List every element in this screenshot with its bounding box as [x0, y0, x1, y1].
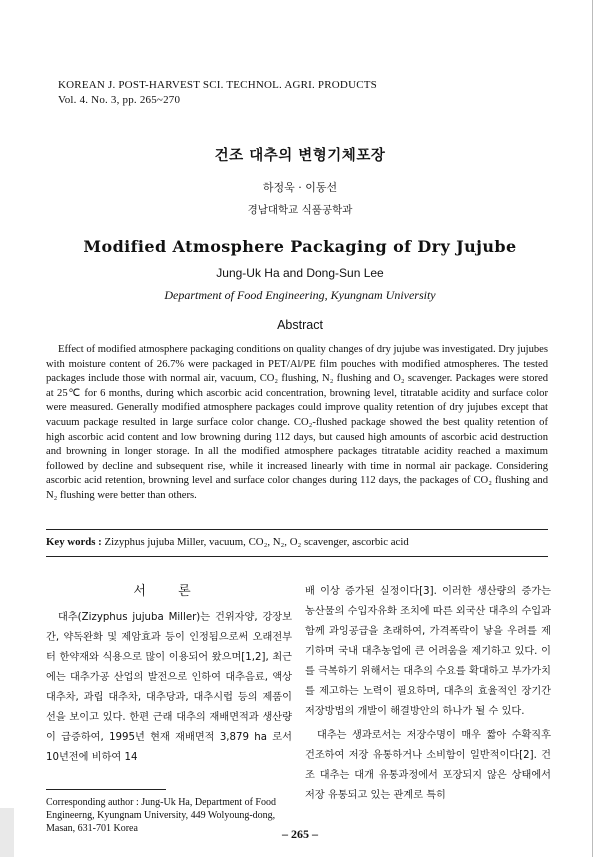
english-authors: Jung-Uk Ha and Dong-Sun Lee	[216, 266, 384, 280]
abstract-body	[46, 343, 548, 504]
left-column	[46, 608, 292, 768]
corresponding-author-footnote: Corresponding author : Jung-Uk Ha, Department of Food Engineerng, Kyungnam University, 449 Wolyoung-dong, Masan, 631-701 Korea	[46, 797, 276, 835]
left-column-paragraph: 대추(Zizyphus jujuba Miller)는 건위자양, 강장보간, 약독완화 및 제암효과 등이 인정됨으로써 오래전부터 한약재와 식용으로 많이 이용되어 왔으며[1,2], 최근에는 대추가공 산업의 발전으로 인하여 대추음료, 액상 대추차, 과립 대추차, 대추당과, 대추시럽 등의 제품이 선을 보이고 있다. 한편 근래 대추의 재배면적과 생산량이 급증하여, 1995년 현재 재배면적 3,879 ha 로서 10년전에 비하여 14	[46, 612, 292, 763]
keywords-top-rule	[46, 529, 548, 530]
journal-name: KOREAN J. POST-HARVEST SCI. TECHNOL. AGRI. PRODUCTS	[58, 79, 377, 91]
section-heading-introduction: 서 론	[133, 584, 205, 599]
keywords-bottom-rule	[46, 556, 548, 557]
page-number: – 265 –	[282, 827, 318, 841]
english-affiliation: Department of Food Engineering, Kyungnam University	[164, 288, 436, 302]
footnote-rule	[46, 789, 166, 790]
korean-title: 건조 대추의 변형기체포장	[214, 148, 386, 164]
english-title: Modified Atmosphere Packaging of Dry Jujube	[83, 237, 517, 256]
korean-authors: 하정욱 · 이동선	[262, 181, 338, 194]
right-column-paragraph-1: 배 이상 증가된 실정이다[3]. 이러한 생산량의 증가는 농산물의 수입자유화 조치에 따른 외국산 대추의 수입과 함께 과잉공급을 초래하여, 가격폭락이 낳을 우려를 제기하며 국내 대추농업에 큰 어려움을 제기하고 있다. 이를 극복하기 위해서는 대추의 수요를 확대하고 부가가치를 제고하는 노력이 필요하며, 대추의 효율적인 장기간 저장방법의 개발이 해결방안의 하나가 될 수 있다.	[305, 586, 551, 717]
keywords-label: Key words :	[46, 536, 102, 548]
keywords-line	[46, 536, 409, 548]
journal-header	[58, 78, 377, 108]
abstract-text: Effect of modified atmosphere packaging conditions on quality changes of dry jujube was investigated. Dry jujubes with moisture content of 26.7% were packaged in PET/Al/PE film pouches with modified atmospheres. The tested packages include those with normal air, vacuum, CO₂ flushing, N₂ flushing and O₂ scavenger. Packages were stored at 25℃ for 6 months, during which ascorbic acid concentration, browning level, titratable acidity and surface color were measured. Generally modified atmosphere packages could improve quality retention of dry jujubes except that vacuum package resulted in large surface color change. CO₂-flushed package showed the best quality retention of high ascorbic acid content and low browning during 112 days, but caused high amounts of ascorbic acid destruction and browning in longer storage. In all the modified atmosphere packages titratable acidity reached a maximum followed by decline and subsequent rise, while it increased linearly with time in normal air package. Considering ascorbic acid retention, browning level and surface color changes during 112 days, the packages of CO₂ flushing and N₂ flushing were better than others.	[46, 344, 548, 501]
right-column	[305, 582, 551, 806]
journal-volume: Vol. 4. No. 3, pp. 265~270	[58, 94, 181, 106]
abstract-heading: Abstract	[277, 318, 323, 332]
scan-edge-line	[592, 0, 593, 857]
korean-affiliation: 경남대학교 식품공학과	[247, 204, 353, 216]
keywords-text: Zizyphus jujuba Miller, vacuum, CO₂, N₂, O₂ scavenger, ascorbic acid	[104, 536, 409, 548]
right-column-paragraph-2: 대추는 생과로서는 저장수명이 매우 짧아 수확직후 건조하여 저장 유통하거나 소비함이 일반적이다[2]. 건조 대추는 대개 유통과정에서 포장되지 않은 상태에서 저장 유통되고 있는 관계로 특히	[305, 730, 551, 801]
